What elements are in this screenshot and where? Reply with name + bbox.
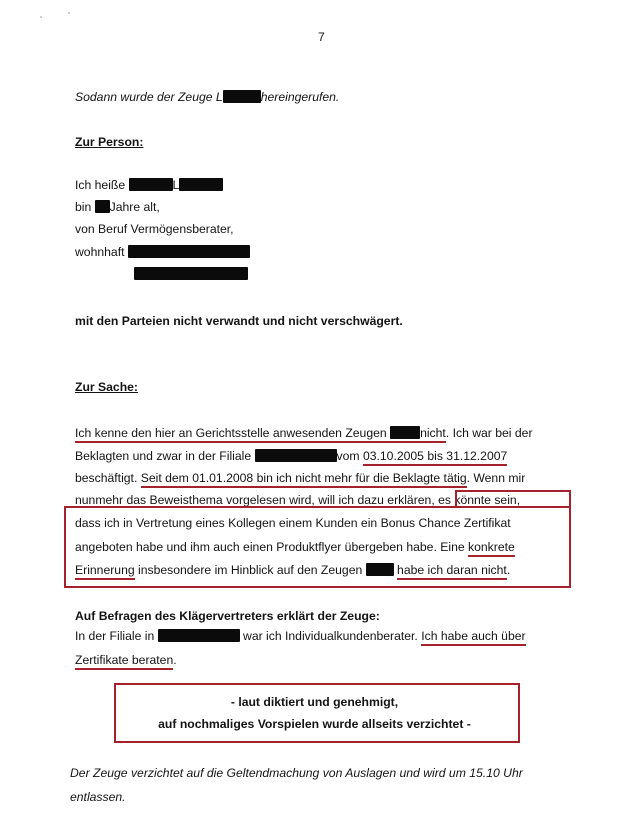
- redaction-block: [223, 90, 261, 103]
- sache-line-2: Beklagten und zwar in der Filiale vom 03.10.2005 bis 31.12.2007: [75, 448, 507, 464]
- closing-line-1: Der Zeuge verzichtet auf die Geltendmachung von Auslagen und wird um 15.10 Uhr: [70, 766, 523, 780]
- annotation-underline: Seit dem 01.01.2008 bin ich nicht mehr für die Beklagte tätig: [141, 471, 467, 488]
- redaction-block: [128, 245, 250, 258]
- intro-line: [75, 89, 339, 105]
- person-name-line: [75, 177, 223, 193]
- person-age-suffix: Jahre alt,: [109, 200, 160, 214]
- annotation-underline: Ich habe auch über: [421, 629, 525, 646]
- scan-speck: [68, 12, 70, 14]
- person-address-line-2: [134, 266, 248, 282]
- sache-line-5: dass ich in Vertretung eines Kollegen einem Kunden ein Bonus Chance Zertifikat: [75, 516, 511, 530]
- annotation-underline: Zertifikate beraten: [75, 653, 173, 670]
- sache-line-4: nunmehr das Beweisthema vorgelesen wird, will ich dazu erklären, es könnte sein,: [75, 493, 521, 507]
- page-number: 7: [318, 30, 325, 44]
- sache-line-3: beschäftigt. Seit dem 01.01.2008 bin ich nicht mehr für die Beklagte tätig. Wenn mir: [75, 470, 525, 486]
- person-age-line: [75, 199, 160, 215]
- redaction-block: [255, 449, 337, 462]
- redaction-block: [158, 629, 240, 642]
- redaction-block: [95, 200, 110, 213]
- diktiert-line-1: - laut diktiert und genehmigt,: [230, 695, 399, 709]
- befragen-line-2: Zertifikate beraten.: [75, 652, 177, 668]
- closing-line-2: entlassen.: [70, 790, 126, 804]
- befragen-heading: Auf Befragen des Klägervertreters erklärt der Zeuge:: [75, 609, 380, 623]
- person-age-label: bin: [75, 200, 95, 214]
- person-job-line: von Beruf Vermögensberater,: [75, 222, 234, 236]
- person-address-label: wohnhaft: [75, 245, 125, 259]
- relation-statement: mit den Parteien nicht verwandt und nicht verschwägert.: [75, 314, 403, 328]
- intro-after: hereingerufen.: [260, 90, 340, 104]
- zur-sache-heading: Zur Sache:: [75, 380, 138, 394]
- redaction-block: [129, 178, 173, 191]
- annotation-box: [64, 506, 571, 588]
- redaction-block: [390, 426, 420, 439]
- zur-person-heading: Zur Person:: [75, 135, 144, 149]
- befragen-line-1: In der Filiale in war ich Individualkundenberater. Ich habe auch über: [75, 628, 526, 644]
- sache-line-7: Erinnerung insbesondere im Hinblick auf den Zeugen habe ich daran nicht.: [75, 562, 510, 578]
- redaction-block: [179, 178, 223, 191]
- person-name-initial: L: [172, 178, 180, 192]
- annotation-underline: habe ich daran nicht: [397, 563, 507, 580]
- intro-before: Sodann wurde der Zeuge L: [75, 90, 223, 104]
- annotation-underline: Erinnerung: [75, 563, 135, 580]
- diktiert-box: [114, 683, 520, 743]
- person-name-label: Ich heiße: [75, 178, 129, 192]
- sache-line-1: Ich kenne den hier an Gerichtsstelle anwesenden Zeugen nicht. Ich war bei der: [75, 425, 533, 441]
- annotation-underline: konkrete: [468, 540, 515, 557]
- annotation-underline: 03.10.2005 bis 31.12.2007: [363, 449, 507, 466]
- annotation-underline: Ich kenne den hier an Gerichtsstelle anwesenden Zeugen nicht: [75, 426, 446, 443]
- redaction-block: [134, 267, 248, 280]
- sache-line-6: angeboten habe und ihm auch einen Produktflyer übergeben habe. Eine konkrete: [75, 539, 515, 555]
- diktiert-line-2: auf nochmaliges Vorspielen wurde allseits verzichtet -: [158, 717, 471, 731]
- person-address-line: [75, 244, 250, 260]
- scan-speck: [40, 16, 42, 18]
